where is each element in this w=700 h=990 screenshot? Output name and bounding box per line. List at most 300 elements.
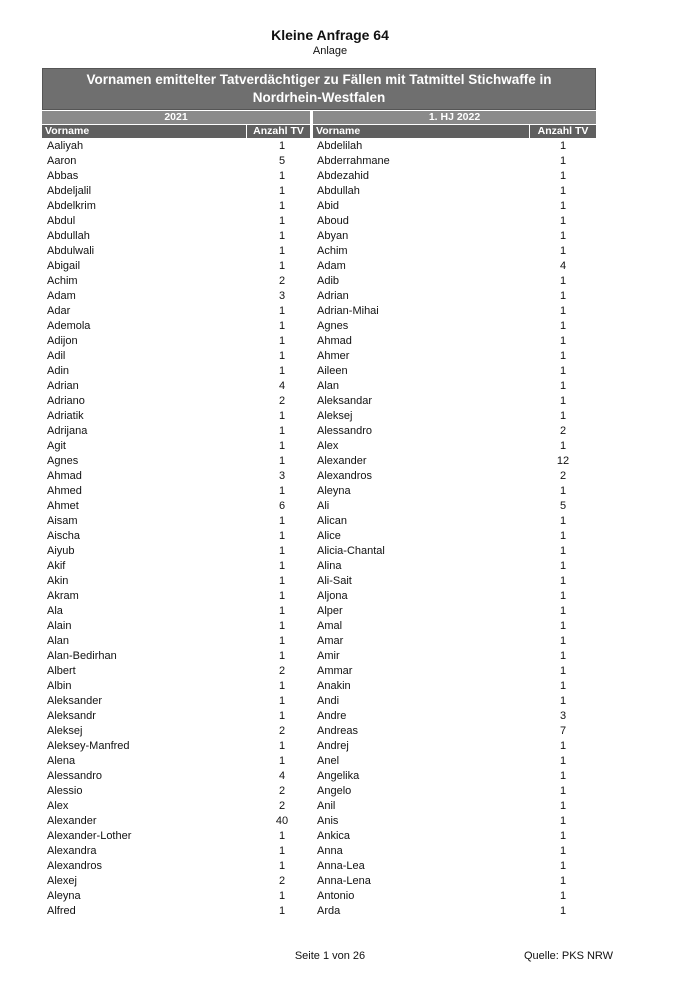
table-row	[42, 484, 312, 499]
table-row	[312, 154, 596, 169]
suspect-count-cell: 1	[559, 575, 567, 587]
first-name-cell: Ahmad	[317, 335, 352, 347]
first-name-cell: Anel	[317, 755, 340, 767]
left-col-count-header: Anzahl TV	[247, 125, 310, 138]
first-name-cell: Agnes	[47, 455, 79, 467]
suspect-count-cell: 1	[278, 545, 286, 557]
suspect-count-cell: 2	[278, 785, 286, 797]
table-row	[312, 619, 596, 634]
first-name-cell: Adam	[47, 290, 76, 302]
suspect-count-cell: 3	[559, 710, 567, 722]
first-name-cell: Adar	[47, 305, 71, 317]
first-name-cell: Alessio	[47, 785, 83, 797]
suspect-count-cell: 1	[278, 365, 286, 377]
table-row	[42, 304, 312, 319]
first-name-cell: Adrian	[47, 380, 79, 392]
first-name-cell: Akram	[47, 590, 79, 602]
table-row	[42, 394, 312, 409]
table-row	[42, 874, 312, 889]
first-name-cell: Akin	[47, 575, 69, 587]
first-name-cell: Aleyna	[317, 485, 351, 497]
first-name-cell: Aaron	[47, 155, 77, 167]
source-note: Quelle: PKS NRW	[524, 950, 614, 962]
suspect-count-cell: 1	[559, 830, 567, 842]
first-name-cell: Abdul	[47, 215, 76, 227]
suspect-count-cell: 2	[278, 875, 286, 887]
suspect-count-cell: 1	[559, 815, 567, 827]
first-name-cell: Abdullah	[317, 185, 360, 197]
table-caption-line-2: Nordrhein-Westfalen	[252, 90, 386, 105]
first-name-cell: Abderrahmane	[317, 155, 390, 167]
first-name-cell: Angelo	[317, 785, 352, 797]
first-name-cell: Aisam	[47, 515, 78, 527]
table-row	[312, 379, 596, 394]
table-caption-line-1: Vornamen emittelter Tatverdächtiger zu Fällen mit Tatmittel Stichwaffe in	[86, 72, 552, 87]
suspect-count-cell: 1	[278, 755, 286, 767]
first-name-cell: Alan	[47, 635, 70, 647]
first-name-cell: Aischa	[47, 530, 81, 542]
table-row	[42, 409, 312, 424]
suspect-count-cell: 1	[559, 365, 567, 377]
suspect-count-cell: 1	[278, 260, 286, 272]
first-name-cell: Amal	[317, 620, 343, 632]
table-row	[42, 889, 312, 904]
table-row	[312, 589, 596, 604]
first-name-cell: Adrian	[317, 290, 349, 302]
table-row	[42, 139, 312, 154]
first-name-cell: Alain	[47, 620, 72, 632]
suspect-count-cell: 2	[278, 395, 286, 407]
suspect-count-cell: 2	[278, 665, 286, 677]
first-name-cell: Ala	[47, 605, 63, 617]
first-name-cell: Anna-Lena	[317, 875, 371, 887]
suspect-count-cell: 1	[559, 155, 567, 167]
table-row	[312, 424, 596, 439]
suspect-count-cell: 1	[278, 455, 286, 467]
table-row	[42, 619, 312, 634]
suspect-count-cell: 1	[559, 185, 567, 197]
table-row	[42, 454, 312, 469]
table-row	[312, 844, 596, 859]
suspect-count-cell: 40	[275, 815, 289, 827]
first-name-cell: Ademola	[47, 320, 91, 332]
first-name-cell: Aleksandar	[317, 395, 373, 407]
table-row	[312, 694, 596, 709]
first-name-cell: Alexej	[47, 875, 77, 887]
first-name-cell: Andi	[317, 695, 340, 707]
table-row	[42, 664, 312, 679]
first-name-cell: Alper	[317, 605, 343, 617]
suspect-count-cell: 1	[278, 185, 286, 197]
table-row	[312, 574, 596, 589]
right-name-list	[312, 139, 596, 919]
first-name-cell: Adriano	[47, 395, 85, 407]
table-row	[42, 364, 312, 379]
table-row	[312, 544, 596, 559]
table-row	[312, 469, 596, 484]
suspect-count-cell: 1	[278, 710, 286, 722]
suspect-count-cell: 1	[278, 680, 286, 692]
suspect-count-cell: 2	[559, 425, 567, 437]
suspect-count-cell: 1	[278, 170, 286, 182]
table-caption	[42, 68, 596, 110]
suspect-count-cell: 1	[559, 275, 567, 287]
suspect-count-cell: 1	[559, 845, 567, 857]
first-name-cell: Alessandro	[317, 425, 373, 437]
suspect-count-cell: 1	[278, 440, 286, 452]
suspect-count-cell: 1	[278, 410, 286, 422]
first-name-cell: Adil	[47, 350, 66, 362]
first-name-cell: Amar	[317, 635, 344, 647]
suspect-count-cell: 1	[559, 215, 567, 227]
first-name-cell: Adrijana	[47, 425, 88, 437]
suspect-count-cell: 1	[559, 605, 567, 617]
first-name-cell: Adriatik	[47, 410, 84, 422]
table-row	[312, 304, 596, 319]
table-row	[42, 679, 312, 694]
table-row	[42, 574, 312, 589]
first-name-cell: Anna-Lea	[317, 860, 365, 872]
first-name-cell: Ali	[317, 500, 330, 512]
right-col-count-header: Anzahl TV	[530, 125, 596, 138]
suspect-count-cell: 1	[278, 695, 286, 707]
first-name-cell: Andreas	[317, 725, 358, 737]
table-row	[312, 349, 596, 364]
table-row	[312, 184, 596, 199]
table-row	[42, 469, 312, 484]
suspect-count-cell: 12	[556, 455, 570, 467]
table-row	[312, 829, 596, 844]
table-row	[42, 769, 312, 784]
table-row	[42, 814, 312, 829]
first-name-cell: Alena	[47, 755, 76, 767]
table-row	[42, 754, 312, 769]
table-row	[312, 454, 596, 469]
table-row	[42, 319, 312, 334]
first-name-cell: Aleksej	[47, 725, 83, 737]
suspect-count-cell: 1	[278, 560, 286, 572]
first-name-cell: Albert	[47, 665, 76, 677]
suspect-count-cell: 1	[278, 590, 286, 602]
first-name-cell: Ammar	[317, 665, 353, 677]
first-name-cell: Aleyna	[47, 890, 81, 902]
first-name-cell: Alice	[317, 530, 341, 542]
table-row	[42, 514, 312, 529]
table-row	[312, 259, 596, 274]
suspect-count-cell: 1	[559, 140, 567, 152]
suspect-count-cell: 2	[559, 470, 567, 482]
first-name-cell: Alex	[47, 800, 69, 812]
table-row	[312, 664, 596, 679]
table-row	[312, 394, 596, 409]
suspect-count-cell: 1	[559, 905, 567, 917]
table-row	[42, 334, 312, 349]
first-name-cell: Abbas	[47, 170, 79, 182]
first-name-cell: Achim	[47, 275, 78, 287]
suspect-count-cell: 1	[559, 170, 567, 182]
table-row	[42, 859, 312, 874]
table-row	[312, 604, 596, 619]
first-name-cell: Ahmer	[317, 350, 350, 362]
first-name-cell: Alex	[317, 440, 339, 452]
table-row	[42, 544, 312, 559]
suspect-count-cell: 1	[278, 320, 286, 332]
suspect-count-cell: 1	[559, 635, 567, 647]
table-row	[42, 154, 312, 169]
suspect-count-cell: 1	[559, 350, 567, 362]
suspect-count-cell: 1	[278, 830, 286, 842]
table-row	[312, 289, 596, 304]
table-row	[312, 364, 596, 379]
suspect-count-cell: 5	[559, 500, 567, 512]
suspect-count-cell: 1	[559, 740, 567, 752]
table-row	[42, 379, 312, 394]
first-name-cell: Abdeljalil	[47, 185, 92, 197]
first-name-cell: Abdelkrim	[47, 200, 96, 212]
right-period-header: 1. HJ 2022	[313, 111, 596, 124]
suspect-count-cell: 2	[278, 800, 286, 812]
first-name-cell: Alexandros	[317, 470, 373, 482]
first-name-cell: Andrej	[317, 740, 349, 752]
first-name-cell: Alican	[317, 515, 347, 527]
first-name-cell: Ahmad	[47, 470, 82, 482]
table-row	[312, 439, 596, 454]
table-row	[312, 319, 596, 334]
first-name-cell: Ahmet	[47, 500, 79, 512]
suspect-count-cell: 1	[559, 800, 567, 812]
suspect-count-cell: 1	[559, 335, 567, 347]
suspect-count-cell: 1	[278, 905, 286, 917]
first-name-cell: Aleksander	[47, 695, 103, 707]
suspect-count-cell: 3	[278, 290, 286, 302]
table-row	[42, 424, 312, 439]
first-name-cell: Alexander	[317, 455, 367, 467]
first-name-cell: Ali-Sait	[317, 575, 352, 587]
first-name-cell: Agit	[47, 440, 66, 452]
table-row	[42, 274, 312, 289]
table-row	[312, 739, 596, 754]
table-row	[42, 184, 312, 199]
table-row	[312, 679, 596, 694]
table-row	[42, 439, 312, 454]
suspect-count-cell: 1	[559, 485, 567, 497]
table-row	[42, 709, 312, 724]
suspect-count-cell: 1	[559, 545, 567, 557]
suspect-count-cell: 1	[559, 695, 567, 707]
first-name-cell: Anil	[317, 800, 336, 812]
first-name-cell: Abigail	[47, 260, 81, 272]
suspect-count-cell: 2	[278, 725, 286, 737]
suspect-count-cell: 1	[278, 635, 286, 647]
first-name-cell: Alfred	[47, 905, 76, 917]
table-row	[312, 649, 596, 664]
left-name-list	[42, 139, 312, 919]
suspect-count-cell: 1	[278, 515, 286, 527]
suspect-count-cell: 1	[559, 755, 567, 767]
first-name-cell: Alan-Bedirhan	[47, 650, 117, 662]
suspect-count-cell: 1	[559, 530, 567, 542]
first-name-cell: Aleksandr	[47, 710, 96, 722]
suspect-count-cell: 1	[278, 350, 286, 362]
suspect-count-cell: 1	[278, 245, 286, 257]
table-row	[312, 754, 596, 769]
table-row	[312, 889, 596, 904]
table-row	[312, 139, 596, 154]
suspect-count-cell: 1	[278, 605, 286, 617]
suspect-count-cell: 1	[278, 650, 286, 662]
suspect-count-cell: 1	[559, 770, 567, 782]
table-row	[42, 694, 312, 709]
table-row	[42, 799, 312, 814]
suspect-count-cell: 2	[278, 275, 286, 287]
first-name-cell: Aiyub	[47, 545, 75, 557]
table-row	[42, 784, 312, 799]
suspect-count-cell: 1	[278, 140, 286, 152]
table-row	[312, 709, 596, 724]
right-col-name-header: Vorname	[313, 125, 529, 138]
suspect-count-cell: 4	[278, 380, 286, 392]
first-name-cell: Adin	[47, 365, 70, 377]
table-row	[312, 859, 596, 874]
first-name-cell: Albin	[47, 680, 72, 692]
suspect-count-cell: 5	[278, 155, 286, 167]
suspect-count-cell: 1	[559, 665, 567, 677]
first-name-cell: Aleksey-Manfred	[47, 740, 130, 752]
left-col-name-header: Vorname	[42, 125, 246, 138]
suspect-count-cell: 1	[559, 875, 567, 887]
table-row	[312, 199, 596, 214]
suspect-count-cell: 1	[278, 200, 286, 212]
table-row	[312, 169, 596, 184]
first-name-cell: Abyan	[317, 230, 349, 242]
suspect-count-cell: 1	[559, 305, 567, 317]
suspect-count-cell: 4	[278, 770, 286, 782]
first-name-cell: Aboud	[317, 215, 349, 227]
first-name-cell: Alexandra	[47, 845, 97, 857]
suspect-count-cell: 1	[559, 620, 567, 632]
suspect-count-cell: 1	[559, 680, 567, 692]
first-name-cell: Aileen	[317, 365, 348, 377]
table-row	[42, 634, 312, 649]
first-name-cell: Andre	[317, 710, 347, 722]
first-name-cell: Adrian-Mihai	[317, 305, 379, 317]
table-row	[42, 349, 312, 364]
table-row	[42, 559, 312, 574]
suspect-count-cell: 1	[278, 485, 286, 497]
suspect-count-cell: 1	[278, 860, 286, 872]
first-name-cell: Alessandro	[47, 770, 103, 782]
first-name-cell: Alina	[317, 560, 342, 572]
table-row	[312, 214, 596, 229]
suspect-count-cell: 1	[559, 200, 567, 212]
table-row	[312, 559, 596, 574]
table-row	[312, 814, 596, 829]
table-row	[312, 529, 596, 544]
suspect-count-cell: 1	[559, 785, 567, 797]
first-name-cell: Abdezahid	[317, 170, 369, 182]
table-row	[42, 649, 312, 664]
table-row	[42, 904, 312, 919]
table-row	[312, 799, 596, 814]
first-name-cell: Abdullah	[47, 230, 90, 242]
first-name-cell: Aljona	[317, 590, 348, 602]
suspect-count-cell: 1	[559, 560, 567, 572]
first-name-cell: Amir	[317, 650, 340, 662]
suspect-count-cell: 1	[278, 620, 286, 632]
table-row	[312, 784, 596, 799]
table-row	[42, 499, 312, 514]
suspect-count-cell: 1	[559, 440, 567, 452]
table-row	[42, 214, 312, 229]
table-row	[42, 829, 312, 844]
first-name-cell: Ankica	[317, 830, 351, 842]
page-subtitle: Anlage	[312, 45, 348, 57]
first-name-cell: Angelika	[317, 770, 360, 782]
suspect-count-cell: 1	[278, 890, 286, 902]
suspect-count-cell: 1	[559, 380, 567, 392]
table-row	[312, 409, 596, 424]
first-name-cell: Anis	[317, 815, 339, 827]
table-row	[42, 529, 312, 544]
table-row	[42, 604, 312, 619]
first-name-cell: Aleksej	[317, 410, 353, 422]
first-name-cell: Alexander	[47, 815, 97, 827]
table-row	[42, 259, 312, 274]
suspect-count-cell: 1	[559, 320, 567, 332]
suspect-count-cell: 6	[278, 500, 286, 512]
table-row	[42, 244, 312, 259]
page-number: Seite 1 von 26	[294, 950, 366, 962]
first-name-cell: Arda	[317, 905, 341, 917]
suspect-count-cell: 1	[559, 650, 567, 662]
suspect-count-cell: 3	[278, 470, 286, 482]
table-row	[312, 514, 596, 529]
first-name-cell: Abdelilah	[317, 140, 363, 152]
page-title: Kleine Anfrage 64	[271, 27, 389, 43]
first-name-cell: Abid	[317, 200, 340, 212]
first-name-cell: Alexandros	[47, 860, 103, 872]
table-row	[42, 739, 312, 754]
table-row	[42, 199, 312, 214]
suspect-count-cell: 1	[559, 290, 567, 302]
table-row	[42, 589, 312, 604]
suspect-count-cell: 1	[559, 515, 567, 527]
table-row	[312, 724, 596, 739]
left-period-header: 2021	[42, 111, 310, 124]
first-name-cell: Adijon	[47, 335, 78, 347]
table-row	[312, 229, 596, 244]
suspect-count-cell: 1	[559, 890, 567, 902]
table-row	[312, 634, 596, 649]
first-name-cell: Adam	[317, 260, 346, 272]
table-row	[42, 169, 312, 184]
table-row	[312, 904, 596, 919]
first-name-cell: Achim	[317, 245, 348, 257]
first-name-cell: Ahmed	[47, 485, 82, 497]
table-row	[42, 229, 312, 244]
table-row	[312, 874, 596, 889]
suspect-count-cell: 1	[559, 395, 567, 407]
first-name-cell: Abdulwali	[47, 245, 95, 257]
suspect-count-cell: 1	[278, 575, 286, 587]
first-name-cell: Alicia-Chantal	[317, 545, 385, 557]
table-row	[42, 844, 312, 859]
suspect-count-cell: 1	[559, 860, 567, 872]
table-row	[312, 334, 596, 349]
first-name-cell: Anna	[317, 845, 343, 857]
suspect-count-cell: 1	[278, 215, 286, 227]
first-name-cell: Alexander-Lother	[47, 830, 132, 842]
